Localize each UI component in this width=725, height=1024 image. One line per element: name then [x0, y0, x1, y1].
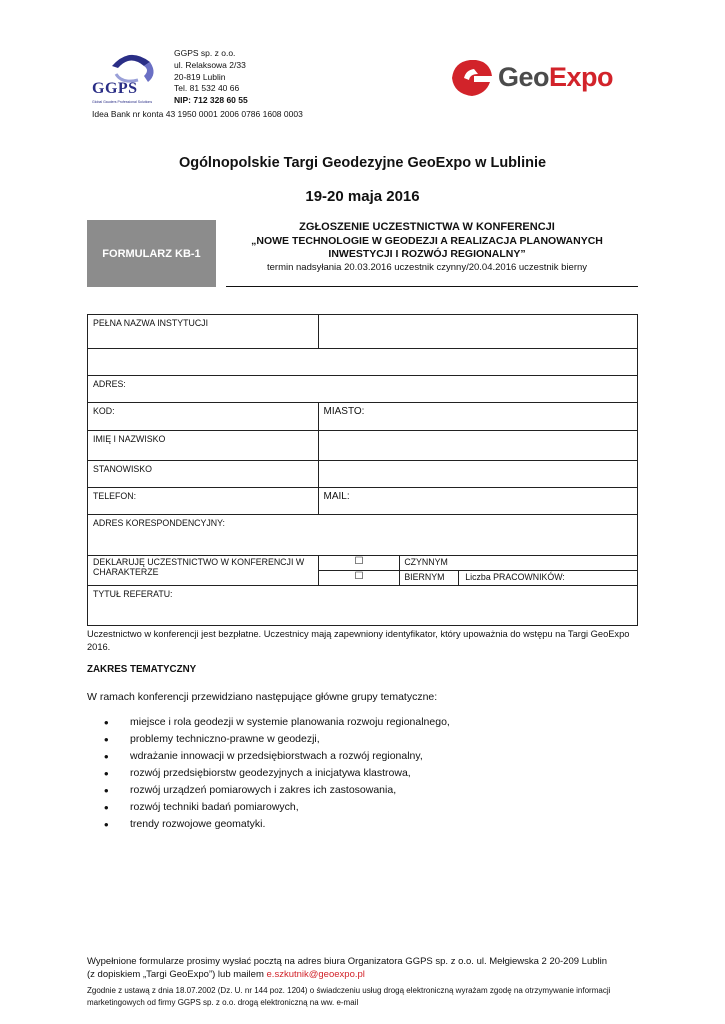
address-field[interactable] — [88, 376, 638, 403]
ggps-logo-subtext: Global Gauders Professional Solutions — [92, 100, 153, 104]
passive-label: BIERNYM — [400, 571, 459, 586]
name-field[interactable] — [318, 431, 637, 461]
footer-line-1: Wypełnione formularze prosimy wysłać pocztą na adres biura Organizatora GGPS sp. z o.o. ul. Mełgiewska 2 20-209 Lublin — [87, 956, 608, 967]
mail-label: MAIL: — [323, 491, 350, 502]
list-item: • trendy rozwojowe geomatyki. — [104, 817, 450, 834]
registration-form — [87, 314, 638, 626]
position-field[interactable] — [318, 461, 637, 488]
form-heading — [226, 221, 628, 273]
active-label: CZYNNYM — [400, 556, 638, 571]
active-checkbox[interactable]: ☐ — [318, 556, 400, 571]
paper-title-label: TYTUŁ REFERATU: — [93, 589, 173, 599]
postal-code-label: KOD: — [93, 406, 115, 416]
footer-line-2-text: (z dopiskiem „Targi GeoExpo”) lub mailem — [87, 969, 267, 980]
phone-field[interactable] — [88, 488, 319, 515]
list-item: • miejsce i rola geodezji w systemie planowania rozwoju regionalnego, — [104, 715, 450, 732]
form-code-box: FORMULARZ KB-1 — [87, 220, 216, 287]
form-heading-subtitle-1: „NOWE TECHNOLOGIE W GEODEZJI A REALIZACJA PLANOWANYCH — [251, 235, 603, 247]
declaration-label: DEKLARUJĘ UCZESTNICTWO W KONFERENCJI W CHARAKTERZE — [88, 556, 319, 586]
list-item: • rozwój techniki badań pomiarowych, — [104, 800, 450, 817]
employees-label: Liczba PRACOWNIKÓW: — [465, 572, 565, 582]
company-city: 20-819 Lublin — [174, 71, 226, 82]
footer-instructions — [87, 955, 647, 981]
company-nip: NIP: 712 328 60 55 — [174, 95, 248, 106]
event-date: 19-20 maja 2016 — [305, 188, 420, 205]
form-heading-rule — [226, 286, 638, 287]
page-title: Ogólnopolskie Targi Geodezyjne GeoExpo w Lublinie — [178, 155, 547, 171]
postal-code-field[interactable] — [88, 403, 319, 431]
footer-consent: Zgodnie z ustawą z dnia 18.07.2002 (Dz. U. nr 144 poz. 1204) o świadczeniu usług drogą elektroniczną wyrażam zgodę na otrzymywanie informacji marketingowych od firmy GGPS sp. z o.o. drogą elektroniczną na ww. e-mail — [87, 986, 611, 1007]
company-name: GGPS sp. z o.o. — [174, 48, 236, 58]
participation-note: Uczestnictwo w konferencji jest bezpłatne. Uczestnicy mają zapewniony identyfikator, który upoważnia do wstępu na Targi GeoExpo 2016. — [87, 629, 630, 652]
position-label: STANOWISKO — [88, 461, 319, 488]
bank-account: Idea Bank nr konta 43 1950 0001 2006 0786 1608 0003 — [92, 109, 303, 119]
geoexpo-logo-text — [498, 62, 613, 93]
ggps-logo-text: GGPS — [92, 80, 138, 97]
city-label: MIASTO: — [323, 406, 365, 417]
correspondence-field[interactable] — [88, 515, 638, 556]
paper-title-field[interactable] — [88, 586, 638, 626]
company-info — [174, 48, 248, 107]
list-item: • rozwój urządzeń pomiarowych i zakres ich zastosowania, — [104, 783, 450, 800]
list-item: • rozwój przedsiębiorstw geodezyjnych a inicjatywa klastrowa, — [104, 766, 450, 783]
form-heading-subtitle-2: INWESTYCJI I ROZWÓJ REGIONALNY” — [328, 248, 526, 260]
footer-email-link[interactable]: e.szkutnik@geoexpo.pl — [266, 969, 365, 980]
company-phone: Tel. 81 532 40 66 — [174, 83, 240, 94]
phone-label: TELEFON: — [93, 491, 137, 501]
geoexpo-logo-geo: Geo — [498, 62, 550, 92]
list-item: • wdrażanie innowacji w przedsiębiorstwach a rozwój regionalny, — [104, 749, 450, 766]
institution-field-extra[interactable] — [88, 349, 638, 376]
company-street: ul. Relaksowa 2/33 — [174, 59, 246, 70]
correspondence-label: ADRES KORESPONDENCYJNY: — [93, 518, 225, 528]
topics-heading: ZAKRES TEMATYCZNY — [87, 664, 197, 675]
topics-intro: W ramach konferencji przewidziano następujące główne grupy tematyczne: — [87, 691, 438, 703]
footer-line-2 — [87, 968, 647, 981]
form-heading-title: ZGŁOSZENIE UCZESTNICTWA W KONFERENCJI — [299, 221, 555, 233]
geoexpo-logo-expo: Expo — [549, 62, 614, 92]
address-label: ADRES: — [93, 379, 126, 389]
institution-label: PEŁNA NAZWA INSTYTUCJI — [88, 315, 319, 349]
city-field[interactable] — [318, 403, 637, 431]
employees-field[interactable] — [459, 571, 638, 586]
name-label: IMIĘ I NAZWISKO — [88, 431, 319, 461]
passive-checkbox[interactable]: ☐ — [318, 571, 400, 586]
institution-field[interactable] — [318, 315, 637, 349]
list-item: • problemy techniczno-prawne w geodezji, — [104, 732, 450, 749]
topics-list — [104, 715, 450, 834]
mail-field[interactable] — [318, 488, 637, 515]
form-deadline: termin nadsyłania 20.03.2016 uczestnik czynny/20.04.2016 uczestnik bierny — [266, 262, 588, 273]
